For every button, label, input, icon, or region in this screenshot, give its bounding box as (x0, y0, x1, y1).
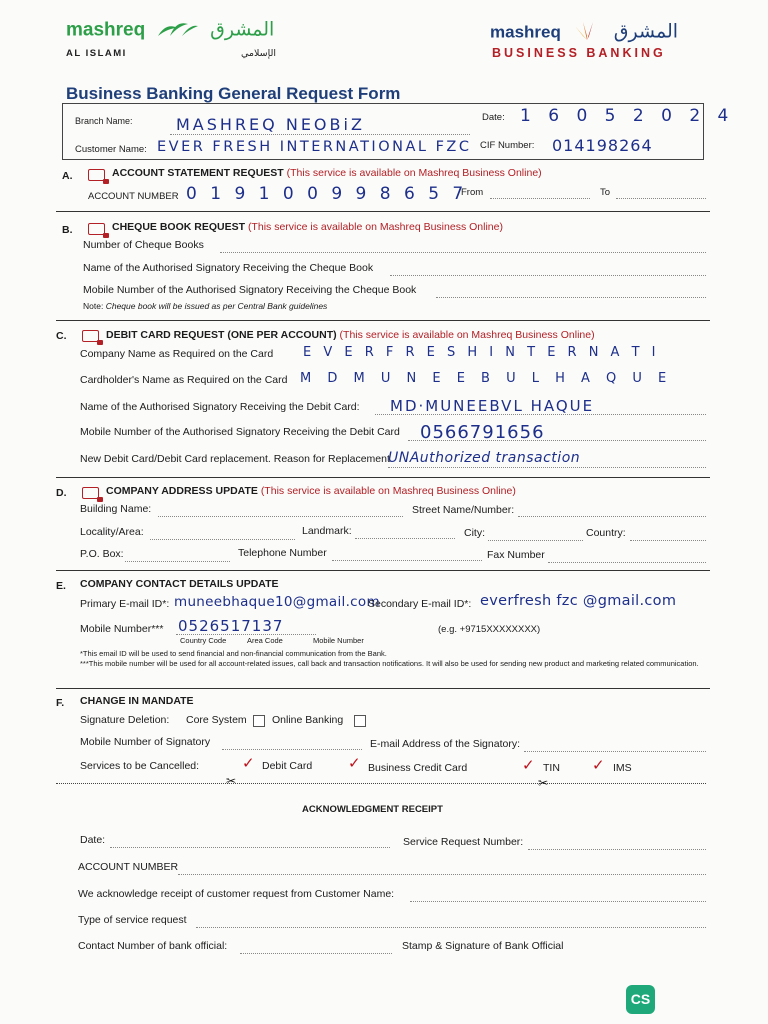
divider (56, 688, 710, 689)
locality-label: Locality/Area: (80, 526, 144, 538)
card-mobile-value[interactable]: 0566791656 (420, 422, 545, 443)
fax-label: Fax Number (487, 549, 545, 561)
email-signatory-label: E-mail Address of the Signatory: (370, 738, 520, 750)
cardholder-label: Cardholder's Name as Required on the Card (80, 374, 288, 386)
cardholder-value[interactable]: M D M U N E E B U L H A Q U E (300, 371, 673, 386)
divider (56, 570, 710, 571)
pobox-label: P.O. Box: (80, 548, 124, 560)
section-f-title: CHANGE IN MANDATE (80, 695, 194, 707)
account-number-value[interactable]: 0 1 9 1 0 0 9 9 8 6 5 7 (186, 184, 468, 204)
card-mobile-label: Mobile Number of the Authorised Signatory Receiving the Debit Card (80, 426, 400, 438)
receipt-title: ACKNOWLEDGMENT RECEIPT (302, 804, 443, 815)
online-banking-checkbox[interactable] (354, 715, 366, 727)
cheque-note: Note: Cheque book will be issued as per Central Bank guidelines (83, 301, 328, 311)
replacement-value[interactable]: UNAuthorized transaction (388, 450, 581, 466)
debit-card-check-icon[interactable]: ✓ (242, 755, 255, 772)
right-logo: mashreq المشرق (490, 20, 678, 47)
leaf-icon (156, 18, 200, 45)
company-card-label: Company Name as Required on the Card (80, 348, 274, 360)
core-system-option[interactable]: Core System (186, 714, 247, 726)
date-value[interactable]: 1 6 0 5 2 0 2 4 (520, 106, 735, 126)
telephone-label: Telephone Number (238, 547, 327, 559)
from-label: From (461, 187, 484, 198)
section-b-title: CHEQUE BOOK REQUEST (This service is available on Mashreq Business Online) (112, 221, 503, 233)
country-code-sub: Country Code (180, 636, 227, 645)
card-signatory-value[interactable]: MD·MUNEEBVL HAQUE (390, 397, 595, 415)
right-logo-sub: BUSINESS BANKING (492, 46, 666, 60)
left-logo: mashreq المشرق (66, 18, 274, 45)
debit-card-option: Debit Card (262, 760, 313, 772)
primary-email-value[interactable]: muneebhaque10@gmail.com (174, 594, 380, 610)
camscanner-logo: CS (626, 985, 655, 1014)
secondary-email-value[interactable]: everfresh fzc @gmail.com (480, 593, 677, 609)
section-c-letter: C. (56, 330, 67, 342)
cif-value[interactable]: 014198264 (552, 136, 653, 155)
building-label: Building Name: (80, 503, 152, 515)
cheque-mobile-label: Mobile Number of the Authorised Signatory Receiving the Cheque Book (83, 284, 417, 296)
mobile-number-sub: Mobile Number (313, 636, 364, 645)
mobile-value[interactable]: 0526517137 (178, 617, 284, 635)
country-label: Country: (586, 527, 626, 539)
cheque-count-label: Number of Cheque Books (83, 239, 204, 251)
section-a-letter: A. (62, 170, 73, 182)
cheque-icon (88, 223, 105, 235)
scissors-icon: ✂ (226, 774, 237, 788)
left-logo-sub: AL ISLAMI الإسلامي (66, 48, 277, 59)
cheque-signatory-label: Name of the Authorised Signatory Receiving the Cheque Book (83, 262, 374, 274)
service-type-label: Type of service request (78, 914, 187, 926)
sunburst-icon (569, 20, 605, 47)
receipt-account-label: ACCOUNT NUMBER (78, 861, 179, 873)
city-label: City: (464, 527, 485, 539)
replacement-label: New Debit Card/Debit Card replacement. Reason for Replacement (80, 453, 390, 465)
bank-contact-label: Contact Number of bank official: (78, 940, 228, 952)
tin-option: TIN (543, 762, 560, 774)
credit-card-option: Business Credit Card (368, 762, 468, 774)
signature-deletion-label: Signature Deletion: (80, 714, 170, 726)
service-request-label: Service Request Number: (403, 836, 524, 848)
to-label: To (600, 187, 611, 198)
section-a-title: ACCOUNT STATEMENT REQUEST (This service is available on Mashreq Business Online) (112, 167, 542, 179)
landmark-label: Landmark: (302, 525, 352, 537)
card-icon (82, 330, 99, 342)
section-c-title: DEBIT CARD REQUEST (ONE PER ACCOUNT) (This service is available on Mashreq Business Online) (106, 329, 595, 341)
services-cancel-label: Services to be Cancelled: (80, 760, 200, 772)
section-f-letter: F. (56, 697, 65, 709)
branch-value[interactable]: MASHREQ NEOBiZ (176, 115, 365, 134)
core-system-checkbox[interactable] (253, 715, 265, 727)
ims-check-icon[interactable]: ✓ (592, 757, 605, 774)
credit-card-check-icon[interactable]: ✓ (348, 755, 361, 772)
address-icon (82, 487, 99, 499)
email-note: *This email ID will be used to send financial and non-financial communication from the Bank. (80, 649, 387, 658)
online-banking-option[interactable]: Online Banking (272, 714, 344, 726)
section-e-title: COMPANY CONTACT DETAILS UPDATE (80, 578, 279, 590)
statement-icon (88, 169, 105, 181)
primary-email-label: Primary E-mail ID*: (80, 598, 170, 610)
section-e-letter: E. (56, 580, 66, 592)
divider (56, 477, 710, 478)
mobile-signatory-label: Mobile Number of Signatory (80, 736, 211, 748)
company-card-value[interactable]: E V E R F R E S H I N T E R N A T I (303, 345, 660, 360)
stamp-signature-label: Stamp & Signature of Bank Official (402, 940, 564, 952)
cif-label: CIF Number: (480, 140, 535, 151)
form-title: Business Banking General Request Form (66, 84, 401, 103)
section-d-letter: D. (56, 487, 67, 499)
divider (56, 211, 710, 212)
card-signatory-label: Name of the Authorised Signatory Receiving the Debit Card: (80, 401, 360, 413)
divider (56, 320, 710, 321)
date-label: Date: (482, 112, 505, 123)
area-code-sub: Area Code (247, 636, 283, 645)
mobile-example: (e.g. +9715XXXXXXXX) (438, 624, 541, 635)
branch-label: Branch Name: (75, 116, 133, 126)
tin-check-icon[interactable]: ✓ (522, 757, 535, 774)
account-number-label: ACCOUNT NUMBER (88, 191, 179, 202)
scissors-icon: ✂ (538, 776, 549, 790)
street-label: Street Name/Number: (412, 504, 515, 516)
ims-option: IMS (613, 762, 632, 774)
customer-value[interactable]: EVER FRESH INTERNATIONAL FZC (157, 139, 472, 155)
mobile-label: Mobile Number*** (80, 623, 164, 635)
section-d-title: COMPANY ADDRESS UPDATE (This service is available on Mashreq Business Online) (106, 485, 516, 497)
section-b-letter: B. (62, 224, 73, 236)
mobile-note: ***This mobile number will be used for all account-related issues, call back and transaction notifications. It will also be used for sending new product and marketing related communication. (80, 659, 699, 668)
cut-line (56, 783, 706, 784)
customer-label: Customer Name: (75, 144, 147, 155)
acknowledge-label: We acknowledge receipt of customer request from Customer Name: (78, 888, 395, 900)
secondary-email-label: Secondary E-mail ID*: (368, 598, 472, 610)
receipt-date-label: Date: (80, 834, 106, 846)
